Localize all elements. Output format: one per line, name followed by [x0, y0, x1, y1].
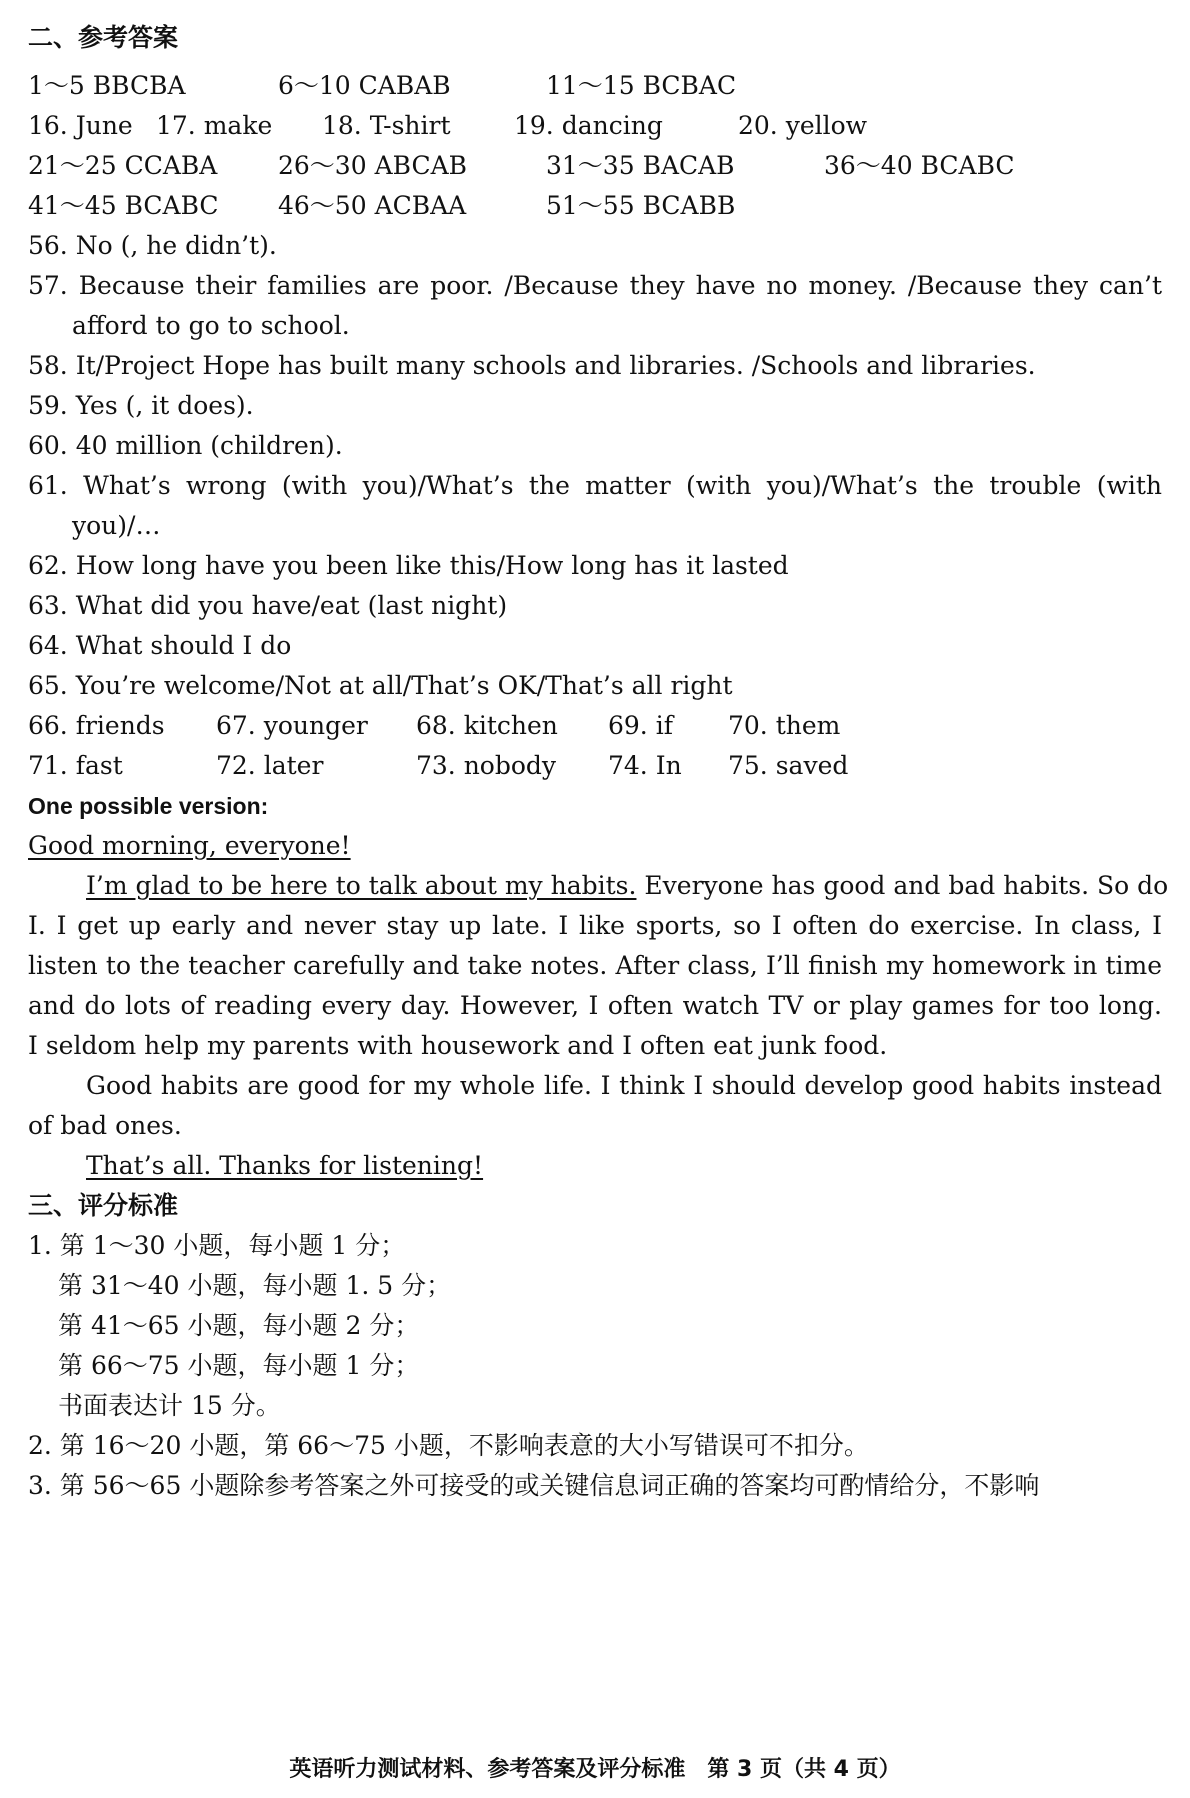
- answer-56: 56. No (, he didn’t).: [28, 231, 277, 260]
- answer-group: 51～55 BCABB: [546, 191, 736, 220]
- answer-item: 68. kitchen: [416, 711, 558, 740]
- answer-item: 17. make: [156, 111, 273, 140]
- essay-p1-line1-rest: Everyone has good and bad habits. So do: [636, 871, 1169, 900]
- essay-p1-line1: [86, 870, 1169, 902]
- answer-61-line1: 61. What’s wrong (with you)/What’s the matter (with you)/What’s the trouble (with: [28, 471, 1162, 500]
- section3-title: 三、评分标准: [28, 1191, 179, 1220]
- answer-item: 66. friends: [28, 711, 165, 740]
- essay-p1-line4: and do lots of reading every day. However, I often watch TV or play games for too long.: [28, 991, 1162, 1020]
- essay-p1-line3: listen to the teacher carefully and take notes. After class, I’ll finish my homework in time: [28, 951, 1162, 980]
- answer-item: 73. nobody: [416, 751, 557, 780]
- scoring-rule-1c: 第 41～65 小题，每小题 2 分；: [58, 1311, 420, 1340]
- answer-item: 20. yellow: [738, 111, 868, 140]
- answer-item: 69. if: [608, 711, 673, 740]
- essay-greeting: [28, 830, 1162, 862]
- essay-p1-line2: I. I get up early and never stay up late. I like sports, so I often do exercise. In class, I: [28, 911, 1162, 940]
- answer-item: 75. saved: [728, 751, 849, 780]
- scoring-rule-2: 2. 第 16～20 小题，第 66～75 小题，不影响表意的大小写错误可不扣分。: [28, 1431, 869, 1460]
- answer-group: 1～5 BBCBA: [28, 71, 186, 100]
- answer-group: 6～10 CABAB: [278, 71, 451, 100]
- answer-item: 18. T-shirt: [322, 111, 451, 140]
- answer-group: 46～50 ACBAA: [278, 191, 467, 220]
- essay-intro-sentence: I’m glad to be here to talk about my habits.: [86, 871, 637, 900]
- answer-item: 70. them: [728, 711, 841, 740]
- answer-group: 41～45 BCABC: [28, 191, 219, 220]
- scoring-rule-1e: 书面表达计 15 分。: [58, 1391, 281, 1420]
- answer-item: 74. In: [608, 751, 682, 780]
- answer-group: 36～40 BCABC: [824, 151, 1015, 180]
- essay-greeting-text: Good morning, everyone!: [28, 831, 351, 860]
- answer-61-line2: you)/…: [72, 511, 161, 540]
- answer-57-line2: afford to go to school.: [72, 311, 350, 340]
- answer-group: 21～25 CCABA: [28, 151, 218, 180]
- page-footer: 英语听力测试材料、参考答案及评分标准 第 3 页（共 4 页）: [289, 1757, 901, 1782]
- answer-60: 60. 40 million (children).: [28, 431, 343, 460]
- answer-item: 71. fast: [28, 751, 123, 780]
- answer-57-line1: 57. Because their families are poor. /Because they have no money. /Because they can’t: [28, 271, 1162, 300]
- answer-item: 16. June: [28, 111, 133, 140]
- answer-63: 63. What did you have/eat (last night): [28, 591, 508, 620]
- version-label: One possible version:: [28, 793, 269, 819]
- scoring-rule-3: 3. 第 56～65 小题除参考答案之外可接受的或关键信息词正确的答案均可酌情给分，不影响: [28, 1471, 1040, 1500]
- answer-58: 58. It/Project Hope has built many schools and libraries. /Schools and libraries.: [28, 351, 1036, 380]
- essay-closing: [86, 1150, 1162, 1182]
- answer-group: 26～30 ABCAB: [278, 151, 468, 180]
- essay-p2-line1: Good habits are good for my whole life. I think I should develop good habits instead: [86, 1071, 1162, 1100]
- essay-p2-line2: of bad ones.: [28, 1111, 182, 1140]
- answer-group: 11～15 BCBAC: [546, 71, 737, 100]
- scoring-rule-1b: 第 31～40 小题，每小题 1. 5 分；: [58, 1271, 452, 1300]
- answer-group: 31～35 BACAB: [546, 151, 735, 180]
- answer-62: 62. How long have you been like this/How long has it lasted: [28, 551, 789, 580]
- scoring-rule-1d: 第 66～75 小题，每小题 1 分；: [58, 1351, 420, 1380]
- answer-item: 72. later: [216, 751, 324, 780]
- essay-closing-text: That’s all. Thanks for listening!: [86, 1151, 484, 1180]
- essay-p1-line5: I seldom help my parents with housework and I often eat junk food.: [28, 1031, 888, 1060]
- answer-65: 65. You’re welcome/Not at all/That’s OK/That’s all right: [28, 671, 733, 700]
- answer-item: 67. younger: [216, 711, 368, 740]
- section2-title: 二、参考答案: [28, 23, 179, 52]
- answer-59: 59. Yes (, it does).: [28, 391, 254, 420]
- scoring-rule-1: 1. 第 1～30 小题，每小题 1 分；: [28, 1231, 406, 1260]
- answer-item: 19. dancing: [514, 111, 663, 140]
- answer-64: 64. What should I do: [28, 631, 292, 660]
